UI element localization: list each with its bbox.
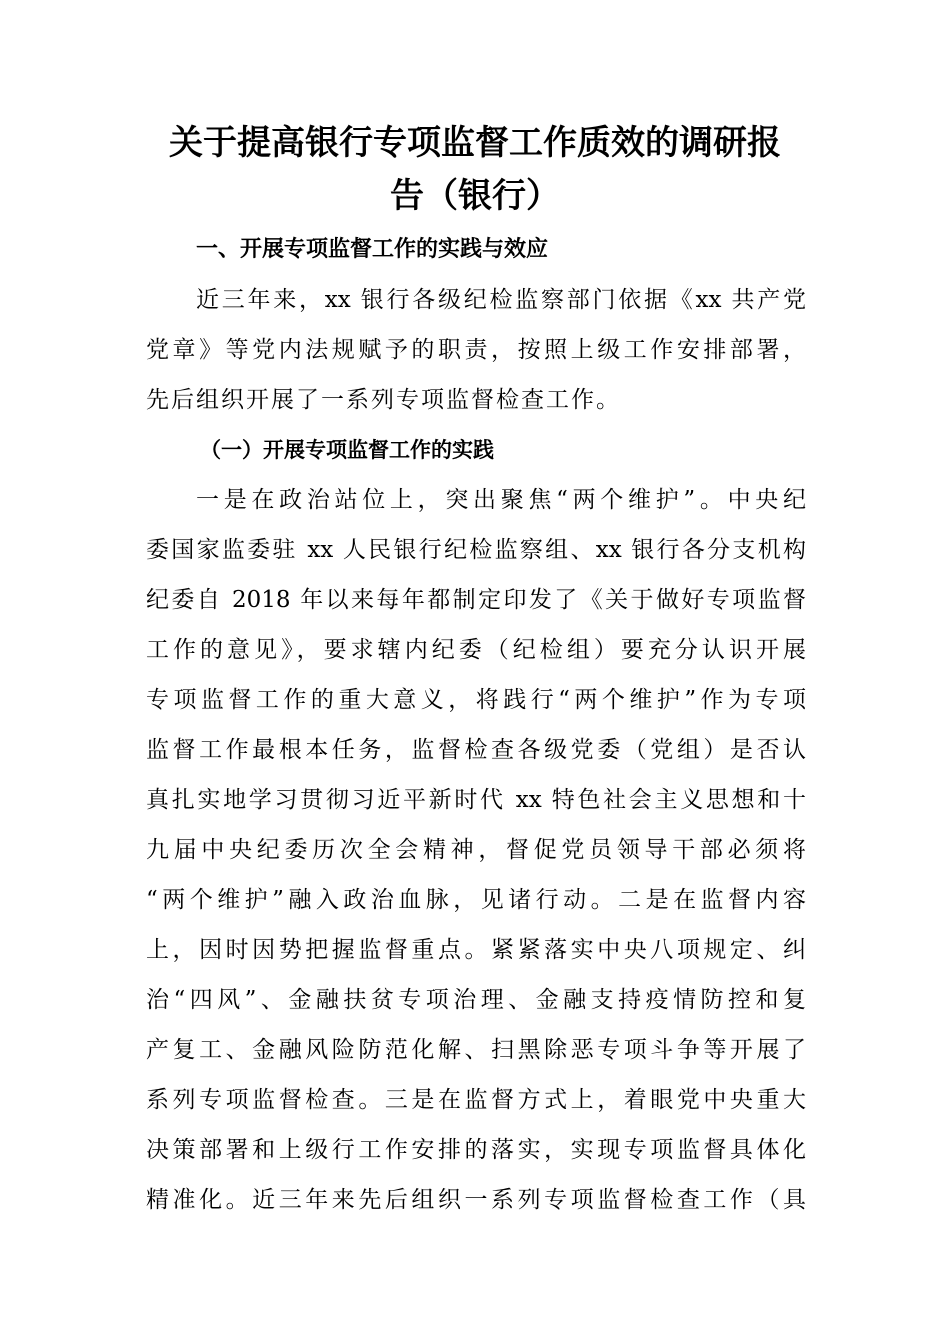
paragraph-2-line-8: 九届中央纪委历次全会精神，督促党员领导干部必须将: [146, 837, 806, 863]
document-title-line-2: 告（银行）: [390, 176, 560, 216]
paragraph-2-line-9: “两个维护”融入政治血脉，见诸行动。二是在监督内容: [146, 887, 806, 913]
paragraph-2-line-15: 精准化。近三年来先后组织一系列专项监督检查工作（具: [146, 1187, 806, 1213]
paragraph-2-line-7: 真扎实地学习贯彻习近平新时代 xx 特色社会主义思想和十: [146, 787, 806, 813]
subsection-heading: （一）开展专项监督工作的实践: [200, 438, 494, 462]
paragraph-2-line-3: 纪委自 2018 年以来每年都制定印发了《关于做好专项监督: [146, 587, 806, 613]
paragraph-2-line-6: 监督工作最根本任务，监督检查各级党委（党组）是否认: [146, 737, 806, 763]
paragraph-2-line-13: 系列专项监督检查。三是在监督方式上，着眼党中央重大: [146, 1087, 806, 1113]
paragraph-2-line-11: 治“四风”、金融扶贫专项治理、金融支持疫情防控和复: [146, 987, 806, 1013]
paragraph-2-line-10: 上，因时因势把握监督重点。紧紧落实中央八项规定、纠: [146, 937, 806, 963]
paragraph-1-line-3: 先后组织开展了一系列专项监督检查工作。: [146, 387, 621, 413]
section-heading: 一、开展专项监督工作的实践与效应: [196, 237, 549, 262]
paragraph-2-line-1: 一是在政治站位上，突出聚焦“两个维护”。中央纪: [196, 487, 806, 513]
paragraph-2-line-12: 产复工、金融风险防范化解、扫黑除恶专项斗争等开展了: [146, 1037, 806, 1063]
paragraph-1-line-2: 党章》等党内法规赋予的职责，按照上级工作安排部署，: [146, 337, 806, 363]
paragraph-1-line-1: 近三年来，xx 银行各级纪检监察部门依据《xx 共产党: [196, 287, 806, 313]
paragraph-2-line-14: 决策部署和上级行工作安排的落实，实现专项监督具体化: [146, 1137, 806, 1163]
paragraph-2-line-4: 工作的意见》，要求辖内纪委（纪检组）要充分认识开展: [146, 637, 806, 663]
document-title-line-1: 关于提高银行专项监督工作质效的调研报: [169, 123, 781, 163]
paragraph-2-line-2: 委国家监委驻 xx 人民银行纪检监察组、xx 银行各分支机构: [146, 537, 806, 563]
paragraph-2-line-5: 专项监督工作的重大意义，将践行“两个维护”作为专项: [146, 687, 806, 713]
